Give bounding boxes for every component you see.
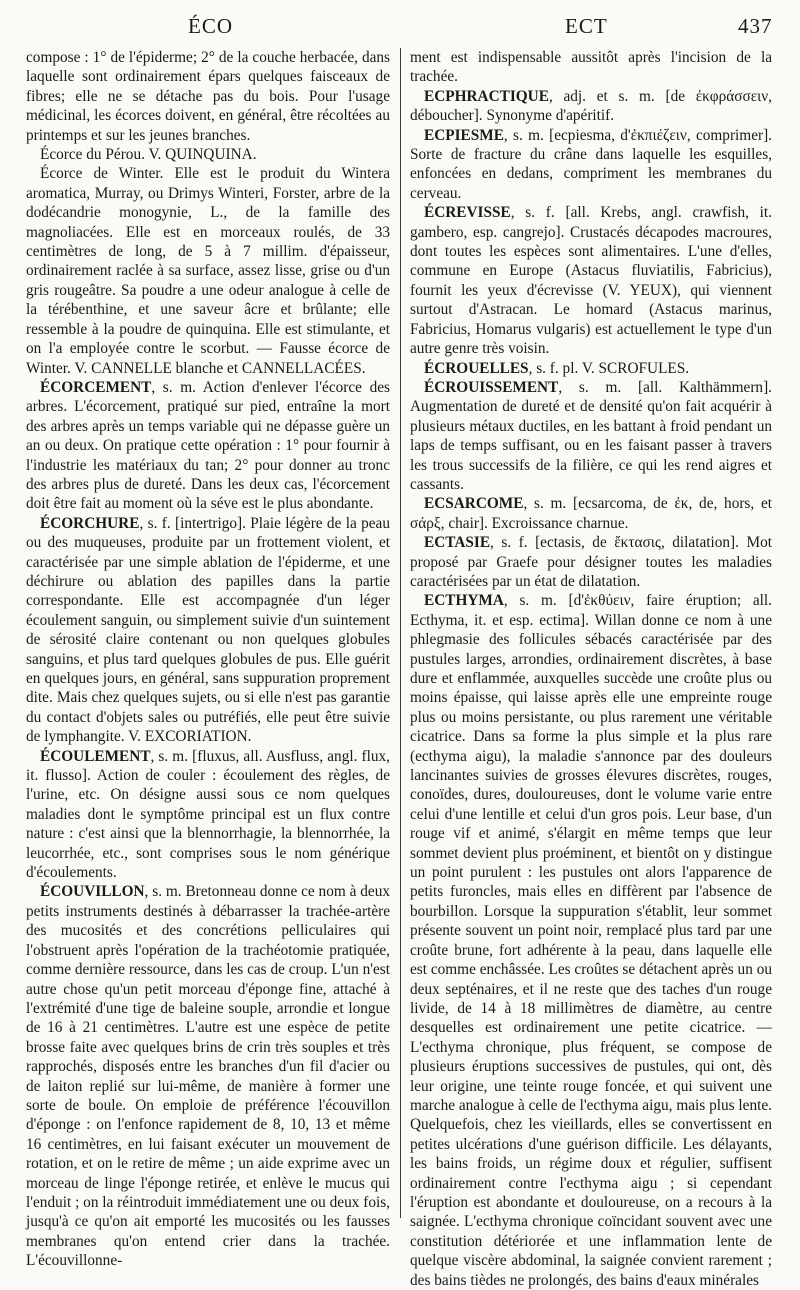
right-column: [410, 48, 772, 1289]
entry-ecthyma: ECTHYMA, s. m. [d'ἐκθύειν, faire éruption; all. Ecthyma, it. et esp. ectima]. Willan donne ce nom à une phlegmasie des follicules sébacés caractérisée par des pustules larges, arrondies, ordinairement discrètes, à base dure et enflammée, auxquelles succède une croûte plus ou moins épaisse, qui laisse après elle une empreinte rouge plus ou moins persistante, ou plus rarement une véritable cicatrice. Dans sa forme la plus simple et la plus rare (ecthyma aigu), la maladie s'annonce par des douleurs lancinantes suivies de grosses élevures discrètes, rouges, conoïdes, dures, douloureuses, dont le volume varie entre celui d'une lentille et celui d'un gros pois. Leur base, d'un rouge vif et animé, s'élargit en même temps que leur sommet devient plus proéminent, et bientôt on y distingue un point purulent : les pustules ont alors l'apparence de petits furoncles, mais elles en diffèrent par l'absence de bourbillon. Lorsque la suppuration s'établit, leur sommet présente souvent un point noir, remplacé plus tard par une croûte brune, fort adhérente à la peau, dans laquelle elle est comme enchâssée. Les croûtes se détachent après un ou deux septénaires, et il ne reste que des taches d'un rouge livide, de 14 à 18 millimètres de diamètre, au centre desquelles est ordinairement une petite cicatrice. — L'ecthyma chronique, plus fréquent, se compose de plusieurs éruptions successives de pustules, qui ont, dès leur origine, une teinte rouge foncée, et qui suivent une marche analogue à celle de l'ecthyma aigu, mais plus lente. Quelquefois, chez les vieillards, elles se convertissent en petites ulcérations d'une guérison difficile. Les délayants, les bains froids, un régime doux et régulier, suffisent ordinairement contre l'ecthyma aigu ; si cependant l'éruption est abondante et douloureuse, on a recours à la saignée. L'ecthyma chronique coïncidant souvent avec une constitution détériorée et une inflammation lente de quelque viscère abdominal, la saignée convient rarement ; des bains tièdes ne prolongés, des bains d'eaux minérales: [410, 592, 772, 1289]
header-left-guideword: ÉCO: [188, 14, 233, 38]
entry-ecorce-du-perou: Écorce du Pérou. V. QUINQUINA.: [40, 146, 257, 164]
entry-ecouvillon: ÉCOUVILLON, s. m. Bretonneau donne ce nom à deux petits instruments destinés à débarrasser la trachée-artère des mucosités et des concrétions pelliculaires qui l'obstruent après l'opération de la trachéotomie pratiquée, comme dernière ressource, dans les cas de croup. L'un n'est autre chose qu'un petit morceau d'éponge fine, attaché à l'extrémité d'une tige de baleine souple, arrondie et longue de 16 à 21 centimètres. L'autre est une espèce de petite brosse faite avec quelques brins de crin très souples et très rapprochés, disposés entre les branches d'un fil d'acier ou de laiton replié sur lui-même, de manière à former une sorte de boule. On emploie de préférence l'écouvillon d'éponge : on l'enfonce rapidement de 8, 10, 13 et même 16 centimètres, en lui faisant exécuter un mouvement de rotation, et on le retire de même ; un aide exprime avec un morceau de linge l'éponge retirée, et enlève le mucus qui l'enduit ; on la réintroduit immédiatement une ou deux fois, jusqu'à ce qu'on ait emporté les mucosités ou les fausses membranes qu'on entend crier dans la trachée. L'écouvillonne-: [26, 883, 390, 1270]
entry-ecsarcome: ECSARCOME, s. m. [ecsarcoma, de ἐκ, de, hors, et σάρξ, chair]. Excroissance charnue.: [410, 495, 772, 532]
entry-ecorcement: ÉCORCEMENT, s. m. Action d'enlever l'écorce des arbres. L'écorcement, pratiqué sur pied, entraîne la mort des arbres après un temps variable qui ne dépasse guère un an ou deux. On pratique cette opération : 1° pour fournir à l'industrie les matériaux du tan; 2° pour donner au tronc des arbres plus de dureté. Dans les deux cas, l'écorcement doit être fait au moment où la séve est le plus abondante.: [26, 378, 390, 513]
page-number: 437: [738, 14, 773, 38]
entry-ecphractique: ECPHRACTIQUE, adj. et s. m. [de ἐκφράσσειν, déboucher]. Synonyme d'apéritif.: [410, 87, 772, 125]
entry-ecorchure: ÉCORCHURE, s. f. [intertrigo]. Plaie légère de la peau ou des muqueuses, produite par un frottement violent, et caractérisée par une simple ablation de l'épiderme, et une déchirure ou ablation des papilles dans la partie correspondante. Elle est accompagnée d'un léger écoulement sanguin, ou simplement suivie d'un suintement de sérosité claire contenant ou non quelques globules sanguins, et plus tard quelques globules de pus. Elle guérit en quelques jours, en général, sans suppuration proprement dite. Mais chez quelques sujets, ou si elle n'est pas garantie du contact d'objets sales ou putréfiés, elle peut être suivie de lymphangite. V. EXCORIATION.: [26, 514, 390, 746]
entry-continuation-ecorce: compose : 1° de l'épiderme; 2° de la couche herbacée, dans laquelle sont ordinairement épars quelques faisceaux de fibres; elle ne se détache pas du bois. Pour l'usage médicinal, les écorces doivent, en général, être récoltées au printemps et sur les jeunes branches.: [26, 49, 390, 144]
left-column: [26, 48, 390, 1270]
entry-ecpiesme: ECPIESME, s. m. [ecpiesma, d'ἐκπιέζειν, comprimer]. Sorte de fracture du crâne dans laquelle les esquilles, enfoncées en dedans, compriment les membranes du cerveau.: [410, 126, 772, 202]
entry-ecrouelles: ÉCROUELLES, s. f. pl. V. SCROFULES.: [424, 359, 690, 377]
header-right-guideword: ECT: [565, 14, 608, 38]
entry-continuation-ecouvillonnement: ment est indispensable aussitôt après l'incision de la trachée.: [410, 49, 772, 86]
column-divider: [400, 48, 401, 1218]
entry-ecrouissement: ÉCROUISSEMENT, s. m. [all. Kalthämmern]. Augmentation de dureté et de densité qu'on fait acquérir à plusieurs métaux ductiles, en les battant à froid pendant un laps de temps suffisant, ou en les faisant passer à travers les trous successifs de la filière, ce qui les rend aigres et cassants.: [410, 378, 772, 493]
entry-ecrevisse: ÉCREVISSE, s. f. [all. Krebs, angl. crawfish, it. gambero, esp. cangrejo]. Crustacés décapodes macroures, dont toutes les espèces sont alimentaires. L'une d'elles, commune en Europe (Astacus fluviatilis, Fabricius), fournit les yeux d'écrevisse (V. YEUX), qui viennent surtout d'Astracan. Le homard (Astacus marinus, Fabricius, Homarus vulgaris) est actuellement le type d'un autre genre très voisin.: [410, 204, 772, 358]
entry-ectasie: ECTASIE, s. f. [ectasis, de ἔκτασις, dilatation]. Mot proposé par Graefe pour désigner toutes les maladies caractérisées par un état de dilatation.: [410, 534, 772, 590]
entry-ecorce-de-winter: Écorce de Winter. Elle est le produit du Wintera aromatica, Murray, ou Drimys Winteri, Forster, arbre de la dodécandrie monogynie, L., de la famille des magnoliacées. Elle est en morceaux roulés, de 33 centimètres de long, de 5 à 7 millim. d'épaisseur, ordinairement raclée à sa surface, assez lisse, grise ou d'un gris rougeâtre. Sa poudre a une odeur analogue à celle de la térébenthine, et une saveur âcre et brûlante; elle ressemble à la poudre de quinquina. Elle est stimulante, et on l'a employée contre le scorbut. — Fausse écorce de Winter. V. CANNELLE blanche et CANNELLACÉES.: [26, 165, 390, 377]
entry-ecoulement: ÉCOULEMENT, s. m. [fluxus, all. Ausfluss, angl. flux, it. flusso]. Action de couler : écoulement des règles, de l'urine, etc. On désigne aussi sous ce nom quelques maladies dont le symptôme principal est un flux contre nature : c'est ainsi que la blennorrhagie, la blennorrhée, la leucorrhée, etc., sont comprises sous le nom générique d'écoulements.: [26, 747, 390, 882]
running-header: [0, 14, 800, 42]
